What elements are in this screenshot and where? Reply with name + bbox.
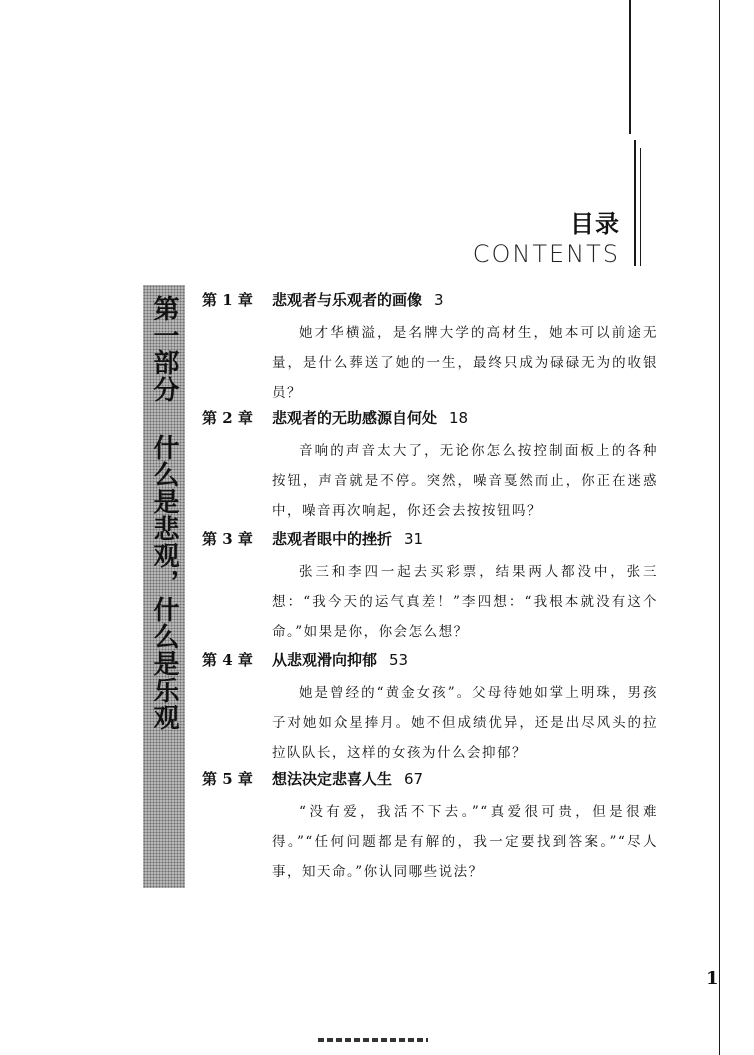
chapter-description: 音响的声音太大了，无论你怎么按控制面板上的各种按钮，声音就是不停。突然，噪音戛然而止，你正在迷惑中，噪音再次响起，你还会去按按钮吗？ — [272, 443, 658, 519]
side-rule-short — [640, 148, 641, 266]
chapter-entry — [202, 406, 672, 526]
chapter-page: 3 — [434, 291, 444, 309]
chapter-page: 18 — [449, 409, 469, 427]
chapter-heading — [202, 767, 672, 791]
scan-mark — [318, 1038, 428, 1042]
chapter-title: 悲观者的无助感源自何处 — [272, 409, 438, 427]
chapter-number: 第 4 章 — [202, 651, 253, 669]
chapter-entry — [202, 288, 672, 408]
right-rule — [719, 0, 720, 1055]
chapter-title: 想法决定悲喜人生 — [272, 770, 393, 788]
chapter-entry — [202, 527, 672, 647]
chapter-heading — [202, 288, 672, 312]
page-subtitle: CONTENTS — [472, 240, 620, 268]
chapter-title: 悲观者眼中的挫折 — [272, 530, 393, 548]
chapter-description: 她是曾经的“黄金女孩”。父母待她如掌上明珠，男孩子对她如众星捧月。她不但成绩优异，还是出尽风头的拉拉队队长，这样的女孩为什么会抑郁？ — [272, 685, 658, 761]
chapter-number: 第 2 章 — [202, 409, 253, 427]
side-rule-long — [634, 140, 636, 266]
chapter-heading — [202, 406, 672, 430]
chapter-number: 第 1 章 — [202, 291, 253, 309]
page-number: 1 — [706, 968, 719, 989]
chapter-number: 第 3 章 — [202, 530, 253, 548]
page-title: 目录 — [570, 210, 620, 238]
chapter-description: “没有爱，我活不下去。”“真爱很可贵，但是很难得。”“任何问题都是有解的，我一定要找到答案。”“尽人事，知天命。”你认同哪些说法？ — [272, 804, 658, 880]
chapter-entry — [202, 767, 672, 887]
part-band — [143, 285, 185, 888]
chapter-heading — [202, 648, 672, 672]
chapter-number: 第 5 章 — [202, 770, 253, 788]
chapter-entry — [202, 648, 672, 768]
chapter-page: 31 — [404, 530, 424, 548]
chapter-description: 她才华横溢，是名牌大学的高材生，她本可以前途无量，是什么葬送了她的一生，最终只成为碌碌无为的收银员？ — [272, 325, 658, 401]
chapter-heading — [202, 527, 672, 551]
chapter-title: 从悲观滑向抑郁 — [272, 651, 378, 669]
chapter-page: 67 — [404, 770, 424, 788]
part-label: 第一部分 什么是悲观，什么是乐观 — [149, 295, 179, 731]
chapter-title: 悲观者与乐观者的画像 — [272, 291, 423, 309]
chapter-description: 张三和李四一起去买彩票，结果两人都没中，张三想：“我今天的运气真差！”李四想：“我根本就没有这个命。”如果是你，你会怎么想？ — [272, 564, 658, 640]
chapter-page: 53 — [389, 651, 409, 669]
top-rule — [629, 0, 631, 134]
